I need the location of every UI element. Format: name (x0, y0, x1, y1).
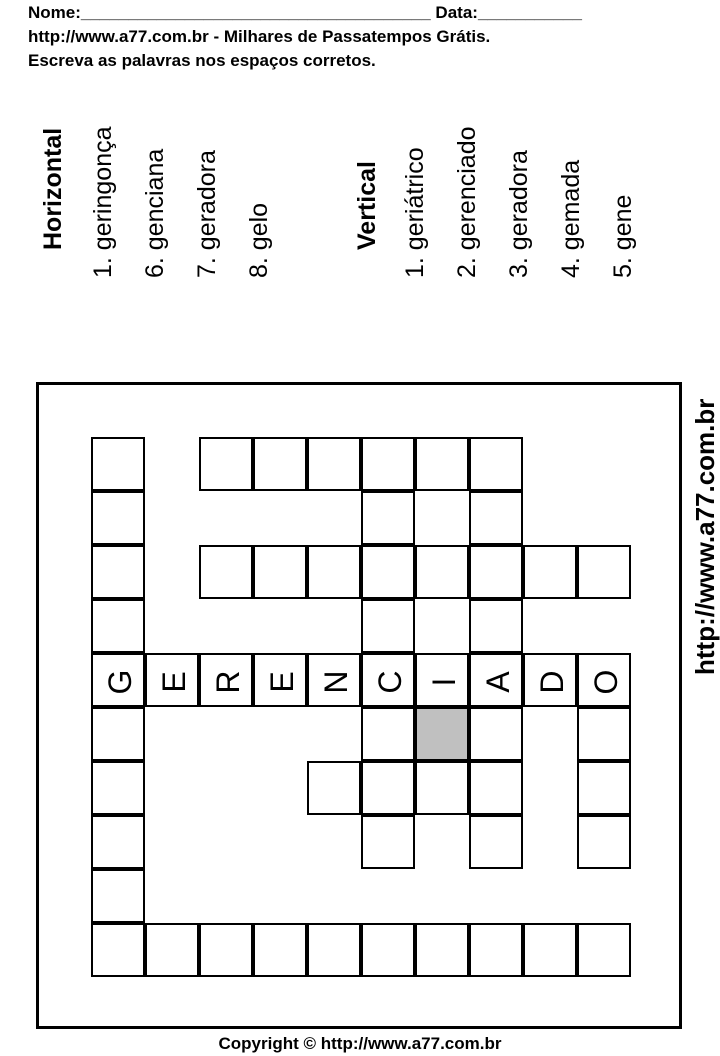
cell-letter: N (318, 670, 354, 694)
copyright: Copyright © http://www.a77.com.br (218, 1034, 502, 1053)
cell-letter: D (534, 670, 570, 694)
cell-letter: E (156, 671, 192, 693)
crossword-cell[interactable] (91, 869, 145, 923)
crossword-cell[interactable] (145, 653, 199, 707)
crossword-cell[interactable] (91, 653, 145, 707)
crossword-cell[interactable] (361, 491, 415, 545)
crossword-cell[interactable] (307, 437, 361, 491)
crossword-cell[interactable] (577, 923, 631, 977)
clue-vertical-2: 2. gerenciado (453, 126, 481, 278)
clue-vertical-1: 1. geriátrico (401, 147, 429, 278)
crossword-cell[interactable] (361, 923, 415, 977)
crossword-cell[interactable] (361, 599, 415, 653)
crossword-cell[interactable] (361, 545, 415, 599)
crossword-cell[interactable] (91, 761, 145, 815)
crossword-cell[interactable] (91, 599, 145, 653)
crossword-cell[interactable] (523, 653, 577, 707)
crossword-cell[interactable] (469, 815, 523, 869)
crossword-cell[interactable] (577, 707, 631, 761)
crossword-cell[interactable] (469, 653, 523, 707)
crossword-cell[interactable] (91, 491, 145, 545)
crossword-cell[interactable] (577, 545, 631, 599)
crossword-cell[interactable] (307, 653, 361, 707)
cell-letter: I (426, 677, 462, 687)
crossword-cell[interactable] (415, 437, 469, 491)
crossword-cell[interactable] (415, 653, 469, 707)
crossword-cell[interactable] (361, 653, 415, 707)
site-header: http://www.a77.com.br - Milhares de Passatempos Grátis. (28, 27, 491, 46)
crossword-cell[interactable] (91, 545, 145, 599)
clue-horizontal-6: 6. genciana (141, 148, 169, 278)
crossword-cell[interactable] (469, 545, 523, 599)
horizontal-title: Horizontal (39, 127, 67, 250)
crossword-cell[interactable] (307, 545, 361, 599)
clue-horizontal-8: 8. gelo (245, 202, 273, 278)
clue-horizontal-1: 1. geringonça (89, 126, 117, 278)
crossword-cell[interactable] (307, 923, 361, 977)
cell-letter: O (588, 669, 624, 695)
crossword-cell[interactable] (361, 437, 415, 491)
crossword-cell[interactable] (199, 923, 253, 977)
clue-vertical-4: 4. gemada (557, 159, 585, 278)
crossword-cell[interactable] (91, 815, 145, 869)
crossword-cell[interactable] (91, 437, 145, 491)
crossword-cell[interactable] (415, 923, 469, 977)
crossword-cell[interactable] (253, 545, 307, 599)
shaded-cell[interactable] (415, 707, 469, 761)
clue-horizontal-7: 7. geradora (193, 150, 221, 278)
crossword-cell[interactable] (361, 761, 415, 815)
crossword-cell[interactable] (199, 545, 253, 599)
crossword-cell[interactable] (91, 707, 145, 761)
crossword-cell[interactable] (253, 437, 307, 491)
crossword-cell[interactable] (469, 923, 523, 977)
crossword-cell[interactable] (361, 815, 415, 869)
crossword-cell[interactable] (577, 815, 631, 869)
crossword-cell[interactable] (469, 491, 523, 545)
clue-vertical-3: 3. geradora (505, 150, 533, 278)
crossword-cell[interactable] (91, 923, 145, 977)
vertical-title: Vertical (353, 161, 381, 250)
crossword-cell[interactable] (307, 761, 361, 815)
crossword-cell[interactable] (253, 653, 307, 707)
crossword-cell[interactable] (145, 923, 199, 977)
crossword-cell[interactable] (469, 761, 523, 815)
cell-letter: E (264, 671, 300, 693)
cell-letter: G (102, 669, 138, 695)
crossword-cell[interactable] (415, 761, 469, 815)
cell-letter: A (480, 671, 516, 693)
crossword-cell[interactable] (199, 437, 253, 491)
instructions: Escreva as palavras nos espaços corretos. (28, 51, 376, 70)
crossword-cell[interactable] (361, 707, 415, 761)
crossword-cell[interactable] (523, 923, 577, 977)
crossword-board (36, 382, 682, 1029)
cell-letter: C (372, 670, 408, 694)
crossword-cell[interactable] (469, 599, 523, 653)
crossword-cell[interactable] (199, 653, 253, 707)
crossword-cell[interactable] (577, 653, 631, 707)
side-url: http://www.a77.com.br (690, 398, 720, 675)
cell-letter: R (210, 670, 246, 694)
crossword-cell[interactable] (415, 545, 469, 599)
name-date-line: Nome:_____________________________________ Data:___________ (28, 3, 582, 22)
clue-vertical-5: 5. gene (609, 194, 637, 278)
crossword-cell[interactable] (469, 707, 523, 761)
crossword-cell[interactable] (253, 923, 307, 977)
crossword-cell[interactable] (469, 437, 523, 491)
crossword-cell[interactable] (523, 545, 577, 599)
crossword-cell[interactable] (577, 761, 631, 815)
